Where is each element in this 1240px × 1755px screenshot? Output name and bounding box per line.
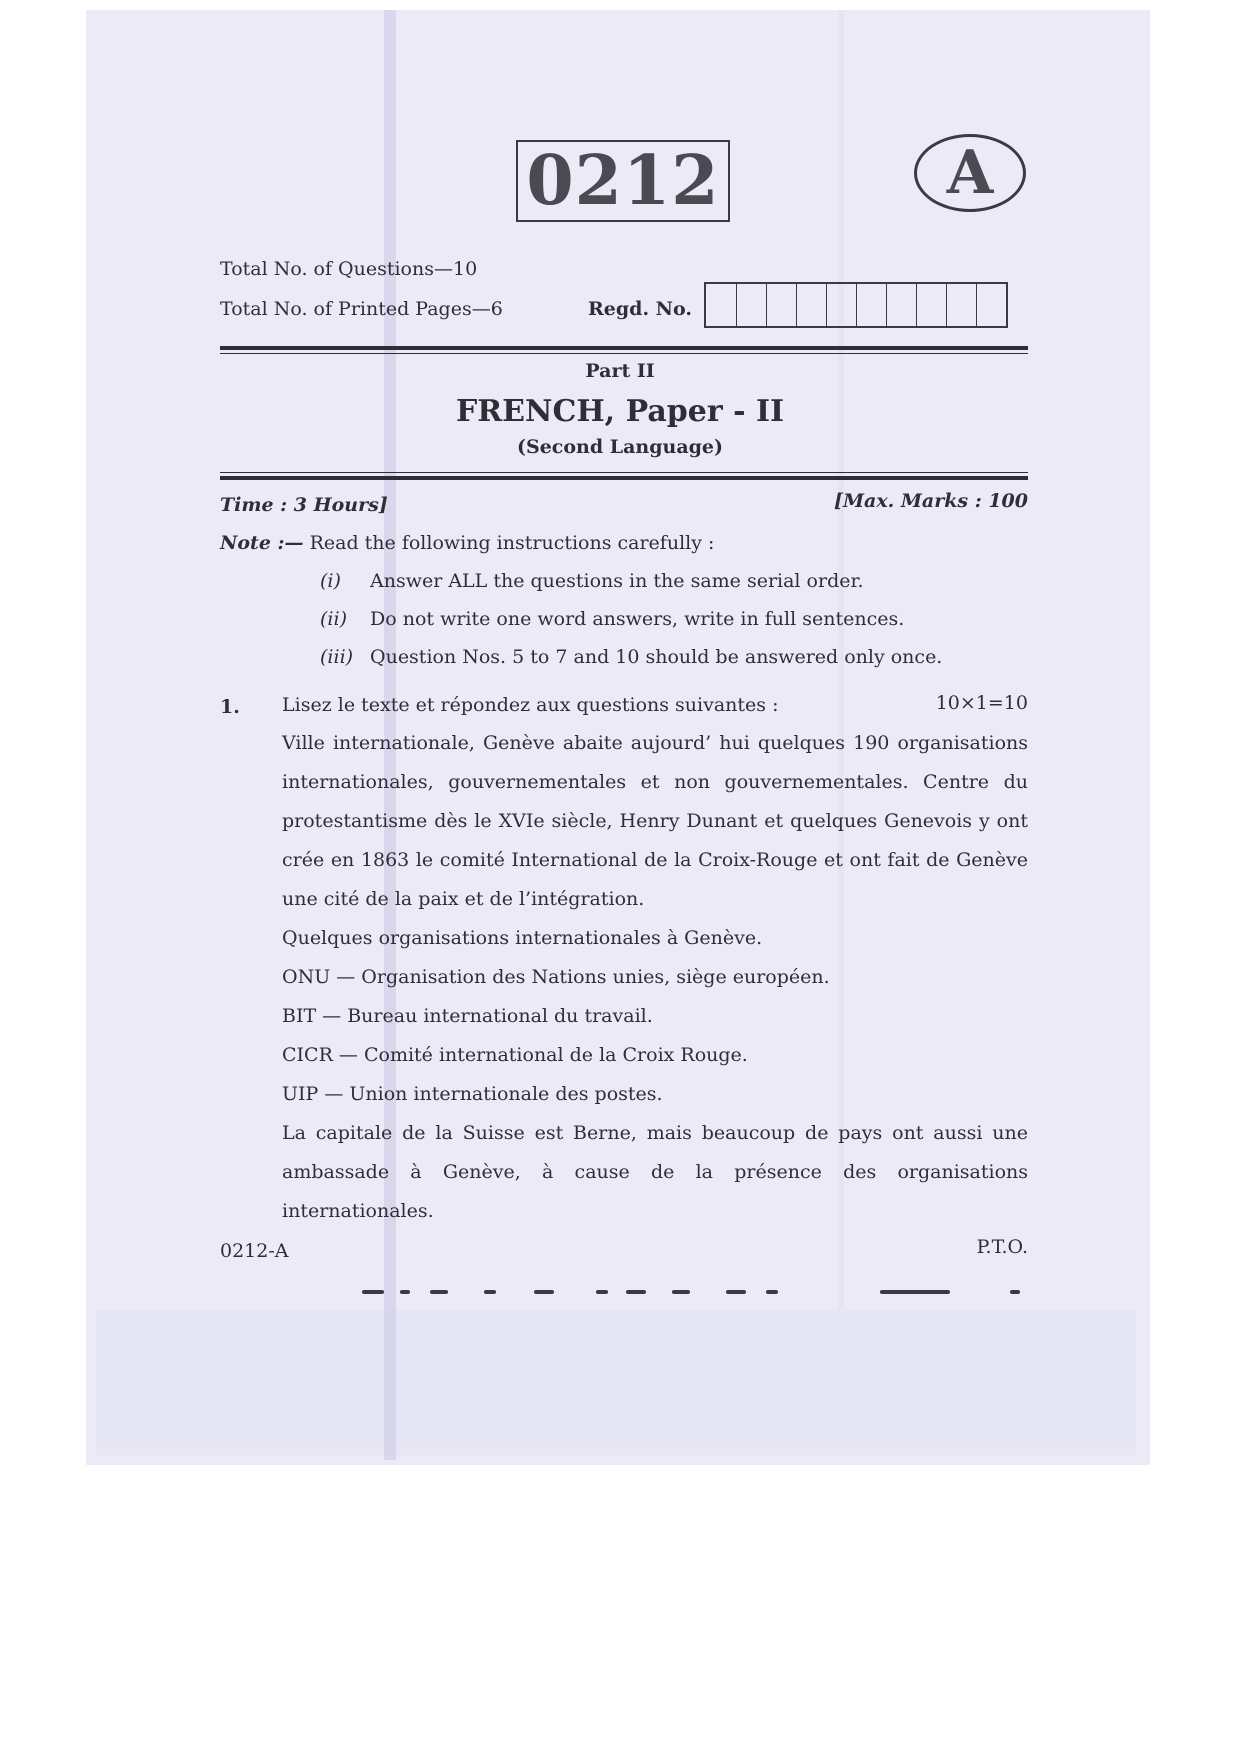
question-prompt: Lisez le texte et répondez aux questions suivantes : <box>282 694 779 716</box>
scan-artifact <box>726 1290 746 1294</box>
question-marks: 10×1=10 <box>935 692 1028 714</box>
note-label: Note :— <box>220 532 304 554</box>
question-number: 1. <box>220 696 240 718</box>
instruction-text: Do not write one word answers, write in full sentences. <box>370 608 905 630</box>
scan-artifact <box>626 1290 646 1294</box>
scan-artifact <box>534 1290 554 1294</box>
note-line <box>220 532 714 554</box>
scan-artifact <box>596 1290 608 1294</box>
part-label: Part II <box>585 360 655 382</box>
passage-paragraph: La capitale de la Suisse est Berne, mais beaucoup de pays ont aussi une ambassade à Genève, à cause de la présence des organisations internationales. <box>282 1122 1028 1222</box>
regd-number-boxes <box>704 282 1008 328</box>
footer-code: 0212-A <box>220 1240 289 1262</box>
scan-artifact <box>880 1290 950 1294</box>
instruction-text: Question Nos. 5 to 7 and 10 should be answered only once. <box>370 646 943 668</box>
paper-title: FRENCH, Paper - II <box>455 394 785 429</box>
paper-subtitle: (Second Language) <box>516 436 723 458</box>
org-item: ONU — Organisation des Nations unies, siège européen. <box>282 966 830 988</box>
total-pages: Total No. of Printed Pages—6 <box>220 298 503 320</box>
paper-code-box <box>516 140 730 222</box>
instruction-item <box>320 608 904 630</box>
total-questions: Total No. of Questions—10 <box>220 258 478 280</box>
set-letter: A <box>946 138 994 208</box>
instruction-number: (ii) <box>320 608 347 630</box>
instruction-number: (iii) <box>320 646 354 668</box>
scan-artifact <box>672 1290 690 1294</box>
org-item: UIP — Union internationale des postes. <box>282 1083 663 1105</box>
title-rule-thin <box>220 472 1028 473</box>
title-rule <box>220 476 1028 480</box>
header-rule <box>220 346 1028 350</box>
time-allowed: Time : 3 Hours] <box>220 494 388 516</box>
scan-artifact <box>400 1290 410 1294</box>
instruction-item <box>320 646 942 668</box>
regd-label: Regd. No. <box>588 298 692 320</box>
scan-artifact <box>362 1290 384 1294</box>
header-rule-thin <box>220 353 1028 354</box>
set-letter-oval <box>914 134 1026 212</box>
passage-paragraph: Ville internationale, Genève abaite aujourd’ hui quelques 190 organisations internationales, gouvernementales et non gouvernementales. Centre du protestantisme dès le XVIe siècle, Henry Dunant et quelques Genevois y ont crée en 1863 le comité International de la Croix-Rouge et ont fait de Genève une cité de la paix et de l’intégration. <box>282 732 1028 910</box>
instruction-item <box>320 570 864 592</box>
scan-artifact <box>766 1290 778 1294</box>
note-text: Read the following instructions carefully : <box>309 532 715 554</box>
footer-pto: P.T.O. <box>976 1236 1028 1258</box>
instruction-text: Answer ALL the questions in the same serial order. <box>370 570 864 592</box>
max-marks: [Max. Marks : 100 <box>833 490 1028 512</box>
org-list-heading: Quelques organisations internationales à Genève. <box>282 927 763 949</box>
org-item: CICR — Comité international de la Croix Rouge. <box>282 1044 748 1066</box>
org-item: BIT — Bureau international du travail. <box>282 1005 653 1027</box>
instruction-number: (i) <box>320 570 341 592</box>
passage <box>282 724 1028 1231</box>
paper-code: 0212 <box>526 141 720 221</box>
scan-artifact <box>484 1290 496 1294</box>
scan-artifact <box>1010 1290 1020 1294</box>
scan-artifact <box>430 1290 448 1294</box>
